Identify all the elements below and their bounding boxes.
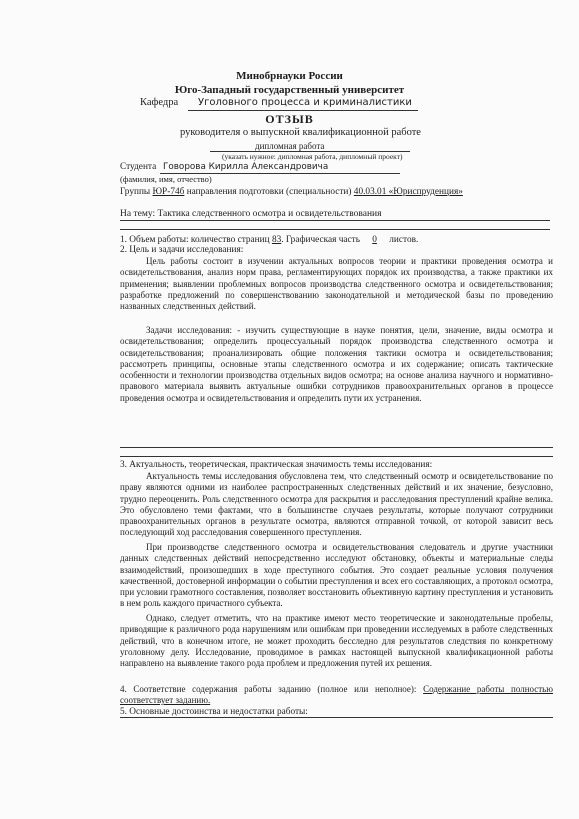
- work-type-note: (указать нужное: дипломная работа, дипломный проект): [222, 152, 403, 161]
- volume-suffix: листов.: [389, 235, 419, 245]
- section2-goal: Цель работы состоит в изучении актуальных вопросов теории и практики проведения осмотра и освидетельствования, анализ норм права, регламентирующих порядок их производства, а также практики их применения; выявлении проблемных вопросов производства следственного осмотра и освидетельствования; разработке предложений по совершенствованию законодательной и методической базы по проведению названных следственных действий.: [120, 256, 553, 312]
- section4-text: [120, 684, 553, 707]
- section3-heading: 3. Актуальность, теоретическая, практическая значимость темы исследования:: [120, 460, 433, 470]
- topic-underline: [120, 220, 550, 221]
- department-label: Кафедра: [140, 97, 179, 108]
- section2-end-rule-2: [120, 456, 553, 457]
- section3-para2: При производстве следственного осмотра и освидетельствования следователь и другие участники данных следственных действий непосредственно исследуют обстановку, объекты и материальные следы взаимодействий, произошедших в ходе преступного события. Это создает реальные условия получения качественной, достоверной информации о событии преступления и всех его составляющих, а протокол осмотра, при условии грамотного составления, позволяет восстановить объективную картину преступления и установить в нем роль каждого причастного субъекта.: [120, 542, 553, 609]
- direction-label: направления подготовки (специальности): [186, 187, 352, 197]
- department-value: Уголовного процесса и криминалистики: [198, 97, 412, 108]
- document-title: ОТЗЫВ: [265, 112, 314, 126]
- university-name: Юго-Западный государственный университет: [174, 84, 405, 96]
- volume-graphic-label: . Графическая часть: [281, 235, 360, 245]
- group-value: ЮР-74б: [152, 187, 185, 197]
- topic-value: Тактика следственного осмотра и освидетельствования: [157, 209, 382, 219]
- student-label: Студента: [120, 162, 157, 172]
- section2-end-rule: [120, 447, 553, 448]
- department-underline: [188, 110, 418, 111]
- topic-label: На тему:: [120, 209, 156, 219]
- student-name: Говорова Кирилла Александровича: [163, 162, 329, 172]
- section4-answer: Содержание работы полностью соответствует заданию.: [120, 684, 554, 706]
- section3-para1: Актуальность темы исследования обусловлена тем, что следственный осмотр и освидетельствование по праву являются одними из наиболее распространенных следственных действий и их значение, безусловно, трудно переоценить. Роль следственного осмотра для раскрытия и расследования преступлений крайне велика. Это обусловлено теми фактами, что в большинстве случаев результаты, которые получают сотрудники правоохранительных органов в результате осмотра, являются отправной точкой, от которой зависит весь последующий ход расследования совершенного преступления.: [120, 471, 553, 538]
- section5-rule: [120, 717, 553, 718]
- group-line: [120, 186, 463, 198]
- volume-pages: 83: [271, 235, 282, 245]
- section3-para3: Однако, следует отметить, что на практике имеют место теоретические и законодательные пробелы, приводящие к различного рода нарушениям или ошибкам при проведении исследуемых в работе следственных действий, что в конечном итоге, не может проходить бесследно для результатов следствия по конкретному уголовному делу. Исследование, проводимое в рамках настоящей выпускной квалификационной работы направлено на выявление такого рода проблем и предложения путей их решения.: [120, 613, 553, 669]
- volume-prefix: 1. Объем работы: количество страниц: [120, 235, 270, 245]
- document-subtitle: руководителя о выпускной квалификационной работе: [180, 127, 421, 138]
- work-type: дипломная работа: [255, 141, 325, 151]
- section5-heading: 5. Основные достоинства и недостатки работы:: [120, 707, 308, 717]
- ministry-name: Минобрнауки России: [236, 70, 343, 82]
- group-label: Группы: [120, 187, 151, 197]
- topic-underline-2: [120, 229, 550, 230]
- topic-line: [120, 208, 381, 220]
- direction-value: 40.03.01 «Юриспруденция»: [353, 187, 463, 197]
- section2-heading: 2. Цель и задачи исследования:: [120, 245, 244, 255]
- section4-heading: 4. Соответствие содержания работы заданию (полное или неполное):: [120, 684, 417, 694]
- student-name-note: (фамилия, имя, отчество): [120, 174, 212, 184]
- volume-graphic: 0: [372, 235, 377, 245]
- section2-tasks: Задачи исследования: - изучить существующие в науке понятия, цели, значение, виды осмотра и освидетельствования; определить процессуальный порядок производства следственного осмотра и освидетельствования; проанализировать общие положения тактики осмотра и освидетельствования; рассмотреть принципы, основные этапы следственного осмотра и их содержание; описать тактические особенности и технологии производства отдельных видов осмотра; на основе анализа научного и нормативно-правового материала выявить актуальные ошибки сотрудников правоохранительных органов в процессе проведения осмотра и освидетельствования и определить пути их устранения.: [120, 325, 553, 403]
